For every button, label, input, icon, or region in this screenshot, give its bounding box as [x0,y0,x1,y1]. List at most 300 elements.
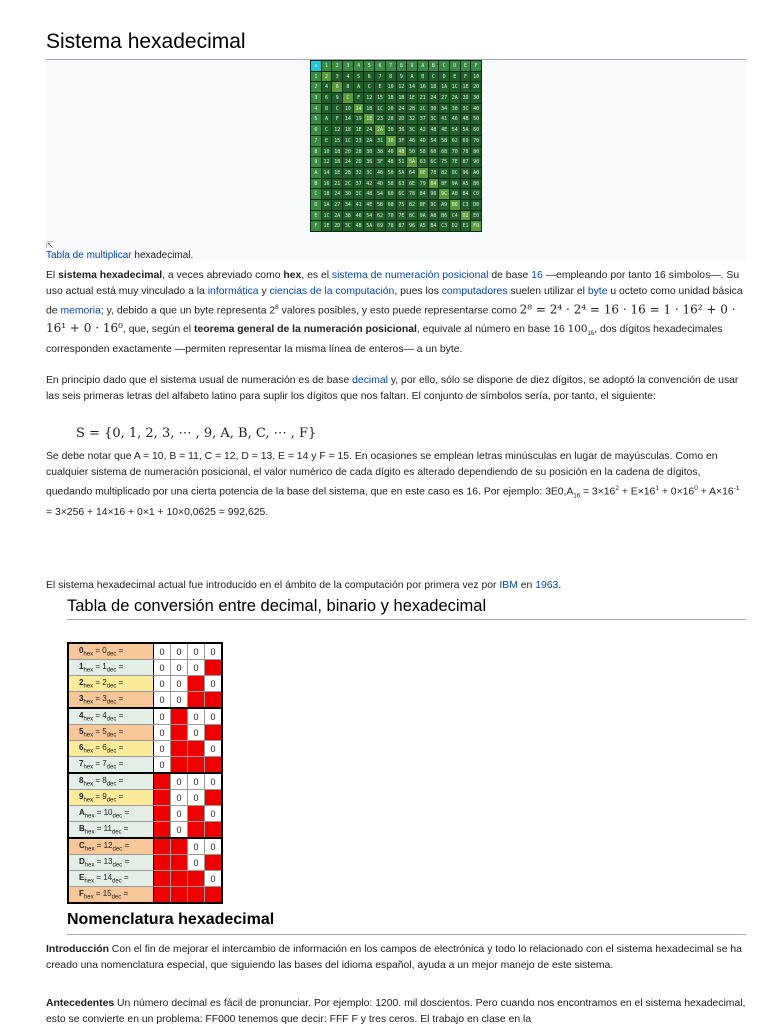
hex-grid-cell: 23 [355,137,362,144]
bit-cell: 1 [154,838,171,855]
hex-grid-cell: 46 [451,116,458,123]
hex-grid-cell: 40 [387,148,394,155]
text: Se debe notar que A = 10, B = 11, C = 12, D = 13, E = 14 y F = 15. En ocasiones se emplean letras minúsculas en lugar de mayúsculas. Como en cualquier sistema de numeración posicional, el valor numérico de cada dígito es alterado dependiendo de su posición en la cadena de dígitos, quedando multiplicado por una cierta potencia de la base del sistema, que en este caso es 16. Por ejemplo: 3E0,A [46,451,718,498]
hex-grid-cell: 1C [323,212,330,219]
hex-grid-cell: 78 [409,191,416,198]
hex-grid-cell: 4D [376,180,383,187]
hex-grid-cell: 28 [355,148,362,155]
hex-grid-cell: 38 [387,137,394,144]
conversion-row [68,660,222,676]
hex-grid-cell: A8 [451,191,458,198]
hex-dec-label: $5_{hex} = 5_{dec}$ = [68,725,154,741]
hex-grid-cell: 1E [409,95,416,102]
hex-grid-cell: 4 [343,72,353,82]
hex-grid-cell: 28 [387,116,394,123]
hex-grid-cell: 6 [311,125,321,135]
bit-cell: 0 [171,676,188,692]
hex-grid-cell: 2D [398,116,405,123]
hex-grid-cell: 18 [344,127,351,134]
hex-grid-cell: 2A [366,137,373,144]
hex-grid-cell: 14 [409,84,416,91]
hex-grid-cell: 24 [344,159,351,166]
hex-grid-cell: 2A [334,212,341,219]
superscript: 1 [655,485,659,493]
hex-grid-cell: 87 [398,223,405,230]
caption-link[interactable]: Tabla de multiplicar [46,250,132,261]
superscript: 8 [275,304,279,312]
hex-grid-cell: 1 [311,72,321,82]
hex-grid-cell: 20 [387,105,394,112]
hex-dec-label: $B_{hex} = 11_{dec}$ = [68,822,154,839]
hex-grid-cell: 5A [366,223,373,230]
hex-grid-cell: E [311,211,321,221]
hex-grid-cell: 42 [366,180,373,187]
hex-grid-cell: 2C [344,180,351,187]
hex-grid-cell: 5 [311,114,321,124]
hex-grid-cell: 5 [364,61,374,71]
bit-cell: 1 [171,871,188,887]
hex-grid-cell: A0 [473,169,480,176]
hex-grid-cell: 6E [419,169,426,176]
hex-grid-cell: 2 [311,82,321,92]
bit-cell: 1 [154,887,171,904]
text: suelen utilizar el [507,286,588,298]
bit-cell: 0 [154,708,171,725]
hex-grid-cell: 30 [366,148,373,155]
hex-grid-cell: 32 [409,116,416,123]
bit-cell: 0 [154,757,171,774]
bold-term: teorema general de la numeración posicional [193,324,417,336]
bit-cell: 0 [205,838,223,855]
bit-cell: 0 [171,773,188,790]
hex-dec-label: $0_{hex} = 0_{dec}$ = [68,643,154,660]
conversion-row [68,838,222,855]
hex-grid-cell: 79 [419,180,426,187]
bit-cell: 0 [205,708,223,725]
hex-grid-cell: 46 [376,169,383,176]
hex-grid-cell: 4 [322,82,332,92]
hex-grid-cell: C [332,104,342,114]
hex-grid-cell: 50 [409,148,416,155]
hex-grid-cell: B4 [462,191,469,198]
text: en [517,580,536,591]
hex-grid-cell: 1C [376,105,383,112]
hex-grid-cell: 9C [430,201,437,208]
hex-grid-cell: A [322,114,332,124]
hex-grid-cell: 5 [354,72,364,82]
hex-grid-cell: 5A [462,127,469,134]
hex-grid-cell: E [450,72,460,82]
hex-grid-cell: 7 [386,61,396,71]
hex-grid-cell: F [471,61,481,71]
hex-grid-cell: 28 [344,169,351,176]
hex-grid-cell: 4 [311,104,321,114]
hex-grid-cell: D0 [473,201,480,208]
hex-grid-cell: 46 [355,212,362,219]
hex-grid-cell: 60 [473,127,480,134]
text: , es el [301,270,332,281]
text: y, por ello, sólo se dispone de diez dígitos, se adoptó la convención de usar las seis primeras letras del alfabeto latino para suplir los dígitos que nos faltan. El conjunto de símbolos sería, por tanto, el siguiente: [46,375,739,403]
hex-grid-cell: E0 [473,212,480,219]
hex-grid-cell: B [418,72,428,82]
hex-grid-cell: 15 [376,95,383,102]
hex-grid-cell: 78 [430,169,437,176]
hex-grid-cell: 1E [366,116,373,123]
bit-cell: 0 [154,676,171,692]
hex-grid-cell: 40 [473,105,480,112]
hex-grid-cell: 36 [366,159,373,166]
hex-grid-cell: 5B [376,201,383,208]
bit-cell: 1 [188,757,205,774]
example-paragraph [46,449,746,521]
hex-grid-cell: 24 [398,105,405,112]
hex-grid-cell: 37 [355,180,362,187]
hex-grid-cell: D [450,61,460,71]
hex-grid-cell: 9 [397,72,407,82]
hex-grid-cell: 10 [344,105,351,112]
hex-grid-cell: B6 [451,201,458,208]
hex-grid-cell: 10 [323,148,330,155]
hex-dec-label: $E_{hex} = 14_{dec}$ = [68,871,154,887]
hex-grid-cell: F [354,93,364,103]
hex-grid-cell: B [429,61,439,71]
hex-dec-label: $D_{hex} = 13_{dec}$ = [68,855,154,871]
hex-dec-label: $F_{hex} = 15_{dec}$ = [68,887,154,904]
hex-grid-cell: 62 [376,212,383,219]
hex-grid-cell: C3 [462,201,469,208]
hex-grid-cell: 3C [344,223,351,230]
hex-grid-cell: 3C [409,127,416,134]
history-paragraph [46,578,746,594]
link-16[interactable]: 16 [531,270,543,281]
hex-grid-cell: 3 [332,72,342,82]
link-byte[interactable]: byte [587,286,608,298]
hex-grid-cell: C4 [451,212,458,219]
conversion-row [68,790,222,806]
hex-grid-cell: 3C [430,116,437,123]
hex-grid-cell: 18 [334,148,341,155]
bit-cell: 1 [171,708,188,725]
bit-cell: 1 [154,822,171,839]
hex-grid-cell: C0 [473,191,480,198]
hex-dec-label: $4_{hex} = 4_{dec}$ = [68,708,154,725]
hex-grid-cell: C [439,61,449,71]
bit-cell: 1 [188,741,205,757]
hex-grid-cell: 12 [334,127,341,134]
link-sistema-numeracion[interactable]: sistema de numeración posicional [331,270,489,281]
hex-grid-cell: 20 [473,84,480,91]
hex-grid-cell: 8F [419,201,426,208]
hex-grid-cell: 37 [419,116,426,123]
hex-grid-cell: 8 [311,147,321,157]
hex-grid-cell: 68 [387,201,394,208]
conversion-row [68,871,222,887]
text: + A×16 [697,486,734,498]
hex-grid-cell: 16 [323,180,330,187]
hex-grid-cell: 15 [334,137,341,144]
hex-grid-cell: A5 [419,223,426,230]
hex-grid-cell: 7 [311,136,321,146]
hex-grid-cell: 2D [334,223,341,230]
hex-grid-cell: 78 [387,223,394,230]
hex-grid-cell: 24 [334,191,341,198]
hex-grid-cell: 70 [473,137,480,144]
hex-grid-cell: 34 [344,201,351,208]
hex-grid-cell: 14 [323,169,330,176]
hex-grid-cell: 24 [430,95,437,102]
link-ciencias-computacion[interactable]: ciencias de la computación [269,286,395,298]
multiplication-table-image[interactable] [310,60,482,232]
bit-cell: 1 [154,855,171,871]
text: . [558,580,562,591]
conversion-row [68,855,222,871]
hex-grid-cell: 12 [398,84,405,91]
superscript: -1 [733,485,740,493]
hex-grid-cell: 4E [366,201,373,208]
bit-cell: 0 [171,822,188,839]
intro-nomenclature-paragraph [46,942,746,974]
hex-grid-cell: B6 [441,212,448,219]
hex-grid-cell: 48 [366,191,373,198]
hex-grid-cell: 84 [430,180,437,187]
text: = 3×16 [580,486,616,498]
hex-grid-cell: 21 [419,95,426,102]
hex-grid-cell: 23 [376,116,383,123]
bit-cell: 1 [171,838,188,855]
hex-grid-cell: 18 [430,84,437,91]
hex-grid-cell: 9A [419,212,426,219]
hex-grid-cell: 18 [366,105,373,112]
hex-grid-cell: 64 [409,169,416,176]
hex-grid-cell: D [311,200,321,210]
link-computadores[interactable]: computadores [441,286,508,298]
hex-grid-cell: 87 [462,159,469,166]
hex-grid-cell: 1C [451,84,458,91]
hex-grid-cell: 16 [419,84,426,91]
hex-grid-cell: D2 [462,212,469,219]
section-heading-nomenclatura: Nomenclatura hexadecimal [67,911,275,928]
hex-grid-cell: 8C [409,212,416,219]
hex-grid-cell: 7 [375,72,385,82]
hex-grid-cell: 8F [441,180,448,187]
hex-grid-cell: 14 [355,105,362,112]
hex-grid-cell: 2A [376,127,383,134]
bold-term: Antecedentes [46,998,115,1009]
hex-grid-cell: B0 [473,180,480,187]
text: + E×16 [618,486,656,498]
bit-cell: 0 [188,708,205,725]
link-1963[interactable]: 1963 [535,580,559,591]
hex-dec-label: $A_{hex} = 10_{dec}$ = [68,806,154,822]
hex-grid-cell: 3F [398,137,405,144]
hex-grid-cell: F [332,114,342,124]
hex-grid-cell: C3 [441,223,448,230]
hex-grid-cell: 3C [462,105,469,112]
hex-grid-cell: E [461,61,471,71]
hex-grid-cell: 2D [355,159,362,166]
bit-cell: 1 [188,676,205,692]
hex-grid-cell: 30 [344,191,351,198]
hex-grid-cell: 2 [332,61,342,71]
hex-grid-cell: 31 [376,137,383,144]
hex-dec-label: $7_{hex} = 7_{dec}$ = [68,757,154,774]
hex-dec-label: $2_{hex} = 2_{dec}$ = [68,676,154,692]
hex-grid-cell: 69 [376,223,383,230]
enlarge-icon[interactable]: ⇱ [46,240,54,250]
hex-grid-cell: 1E [334,169,341,176]
hex-grid-cell: 90 [473,159,480,166]
hex-grid-cell: 18 [387,95,394,102]
text: Un número decimal es fácil de pronunciar. Por ejemplo: 1200. mil doscientos. Pero cuando nos encontramos en el sistema hexadecimal, esto se convierte en un problema: FF000 tenemos que decir: FFF F y tres ceros. El trabajo en clase en la [46,998,746,1026]
bit-cell: 1 [205,855,223,871]
bit-cell: 0 [188,725,205,741]
background-paragraph [46,996,746,1028]
bit-cell: 1 [188,871,205,887]
hex-grid-cell: 1 [322,61,332,71]
superscript: 2 [615,485,619,493]
hex-grid-cell: A8 [430,212,437,219]
link-ibm[interactable]: IBM [499,580,518,591]
link-decimal[interactable]: decimal [352,375,388,386]
hex-grid-cell: 68 [441,148,448,155]
hex-grid-cell: 50 [473,116,480,123]
bit-cell: 1 [188,692,205,709]
hex-grid-cell: 8 [322,104,332,114]
hex-grid-cell: 6 [375,61,385,71]
hex-grid-cell: 54 [451,127,458,134]
hex-grid-cell: 4 [354,61,364,71]
bit-cell: 1 [205,790,223,806]
hex-grid-cell: D [439,72,449,82]
hex-grid-cell: 54 [430,137,437,144]
hex-grid-cell: 41 [355,201,362,208]
hex-grid-cell: 63 [398,180,405,187]
bit-cell: 1 [205,887,223,904]
hex-grid-cell: 1A [323,201,330,208]
subscript: 16 [573,493,581,500]
link-memoria[interactable]: memoria [60,305,101,317]
hex-grid-cell: 9C [441,191,448,198]
hex-grid-cell: E [375,82,385,92]
bit-cell: 0 [171,806,188,822]
bit-cell: 1 [171,741,188,757]
bit-cell: 0 [154,643,171,660]
hex-grid-cell: 1E [355,127,362,134]
text: , dos dígitos hexadecimales corresponden exactamente —permiten representar la misma línea de enteros— a un byte. [46,324,723,356]
hex-grid-cell: C [343,93,353,103]
hex-grid-cell: 27 [441,95,448,102]
hex-grid-cell: 4E [441,127,448,134]
hex-grid-cell: E1 [462,223,469,230]
link-informatica[interactable]: informática [207,286,259,298]
hex-grid-cell: A [418,61,428,71]
superscript: 0 [694,485,698,493]
hex-grid-cell: 10 [473,73,480,80]
conversion-row [68,708,222,725]
hex-grid-cell: 3 [311,93,321,103]
bit-cell: 1 [188,806,205,822]
hex-grid-cell: 9A [451,180,458,187]
caption-text: hexadecimal. [131,250,194,261]
bit-cell: 0 [171,660,188,676]
page-title: Sistema hexadecimal [46,30,246,53]
bit-cell: 0 [188,790,205,806]
math-number: 100 [567,323,588,336]
hex-grid-cell: 48 [398,148,405,155]
hex-grid-cell: 75 [398,201,405,208]
hex-grid-cell: C [429,72,439,82]
hex-grid-cell: 51 [398,159,405,166]
hex-grid-cell: 90 [430,191,437,198]
hex-grid-cell: 3C [366,169,373,176]
bit-cell: 1 [205,822,223,839]
hex-dec-label: $C_{hex} = 12_{dec}$ = [68,838,154,855]
bit-cell: 0 [188,643,205,660]
conversion-table [67,642,223,904]
bit-cell: 0 [171,692,188,709]
hex-grid-cell: 7E [451,159,458,166]
hex-grid-cell: 12 [366,95,373,102]
hex-grid-cell: C [311,189,321,199]
hex-grid-cell: 1A [441,84,448,91]
text: , pues los [394,286,442,298]
bit-cell: 0 [205,676,223,692]
hex-dec-label: $1_{hex} = 1_{dec}$ = [68,660,154,676]
hex-grid-cell: 2A [451,95,458,102]
figure-caption [46,250,193,261]
section-divider [67,619,746,620]
hex-grid-cell: A9 [441,201,448,208]
bit-cell: 0 [205,773,223,790]
hex-grid-cell: 48 [387,159,394,166]
bit-cell: 0 [171,790,188,806]
hex-grid-cell: 8 [397,61,407,71]
bit-cell: 0 [171,643,188,660]
hex-grid-cell: 8 [386,72,396,82]
text: —empleando por tanto 16 símbolos—. Su uso actual está muy vinculado a la [46,270,740,298]
conversion-row [68,676,222,692]
hex-grid-cell: 9 [311,157,321,167]
bit-cell: 1 [171,887,188,904]
text: ; y, debido a que un byte representa 2 [100,305,276,317]
hex-grid-cell: 4B [355,223,362,230]
math-expression: 2⁸ = 2⁴ · 2⁴ = 16 · 16 = 1 · 16² + 0 · 16¹ + 0 · 16⁰ [46,302,736,336]
hex-grid-cell: 3C [355,191,362,198]
hex-grid-cell: 70 [387,212,394,219]
bold-term: sistema hexadecimal [58,270,163,281]
hex-dec-label: $6_{hex} = 6_{dec}$ = [68,741,154,757]
conversion-row [68,757,222,774]
hex-grid-cell: 4B [462,116,469,123]
hex-grid-cell: 62 [451,137,458,144]
hex-grid-cell: A5 [462,180,469,187]
hex-grid-cell: 5B [441,137,448,144]
hex-grid-cell: 46 [409,137,416,144]
hex-grid-cell: 70 [451,148,458,155]
intro-paragraph [46,268,746,359]
hex-grid-cell: A [354,82,364,92]
hex-grid-cell: 19 [355,116,362,123]
hex-grid-cell: 1E [462,84,469,91]
bit-cell: 0 [154,692,171,709]
hex-grid-cell: 54 [376,191,383,198]
hex-grid-cell: D2 [451,223,458,230]
text: y [258,286,270,298]
hex-grid-cell: 42 [419,127,426,134]
bold-term: hex [283,270,302,281]
hex-grid-cell: 14 [344,116,351,123]
bit-cell: 0 [205,806,223,822]
